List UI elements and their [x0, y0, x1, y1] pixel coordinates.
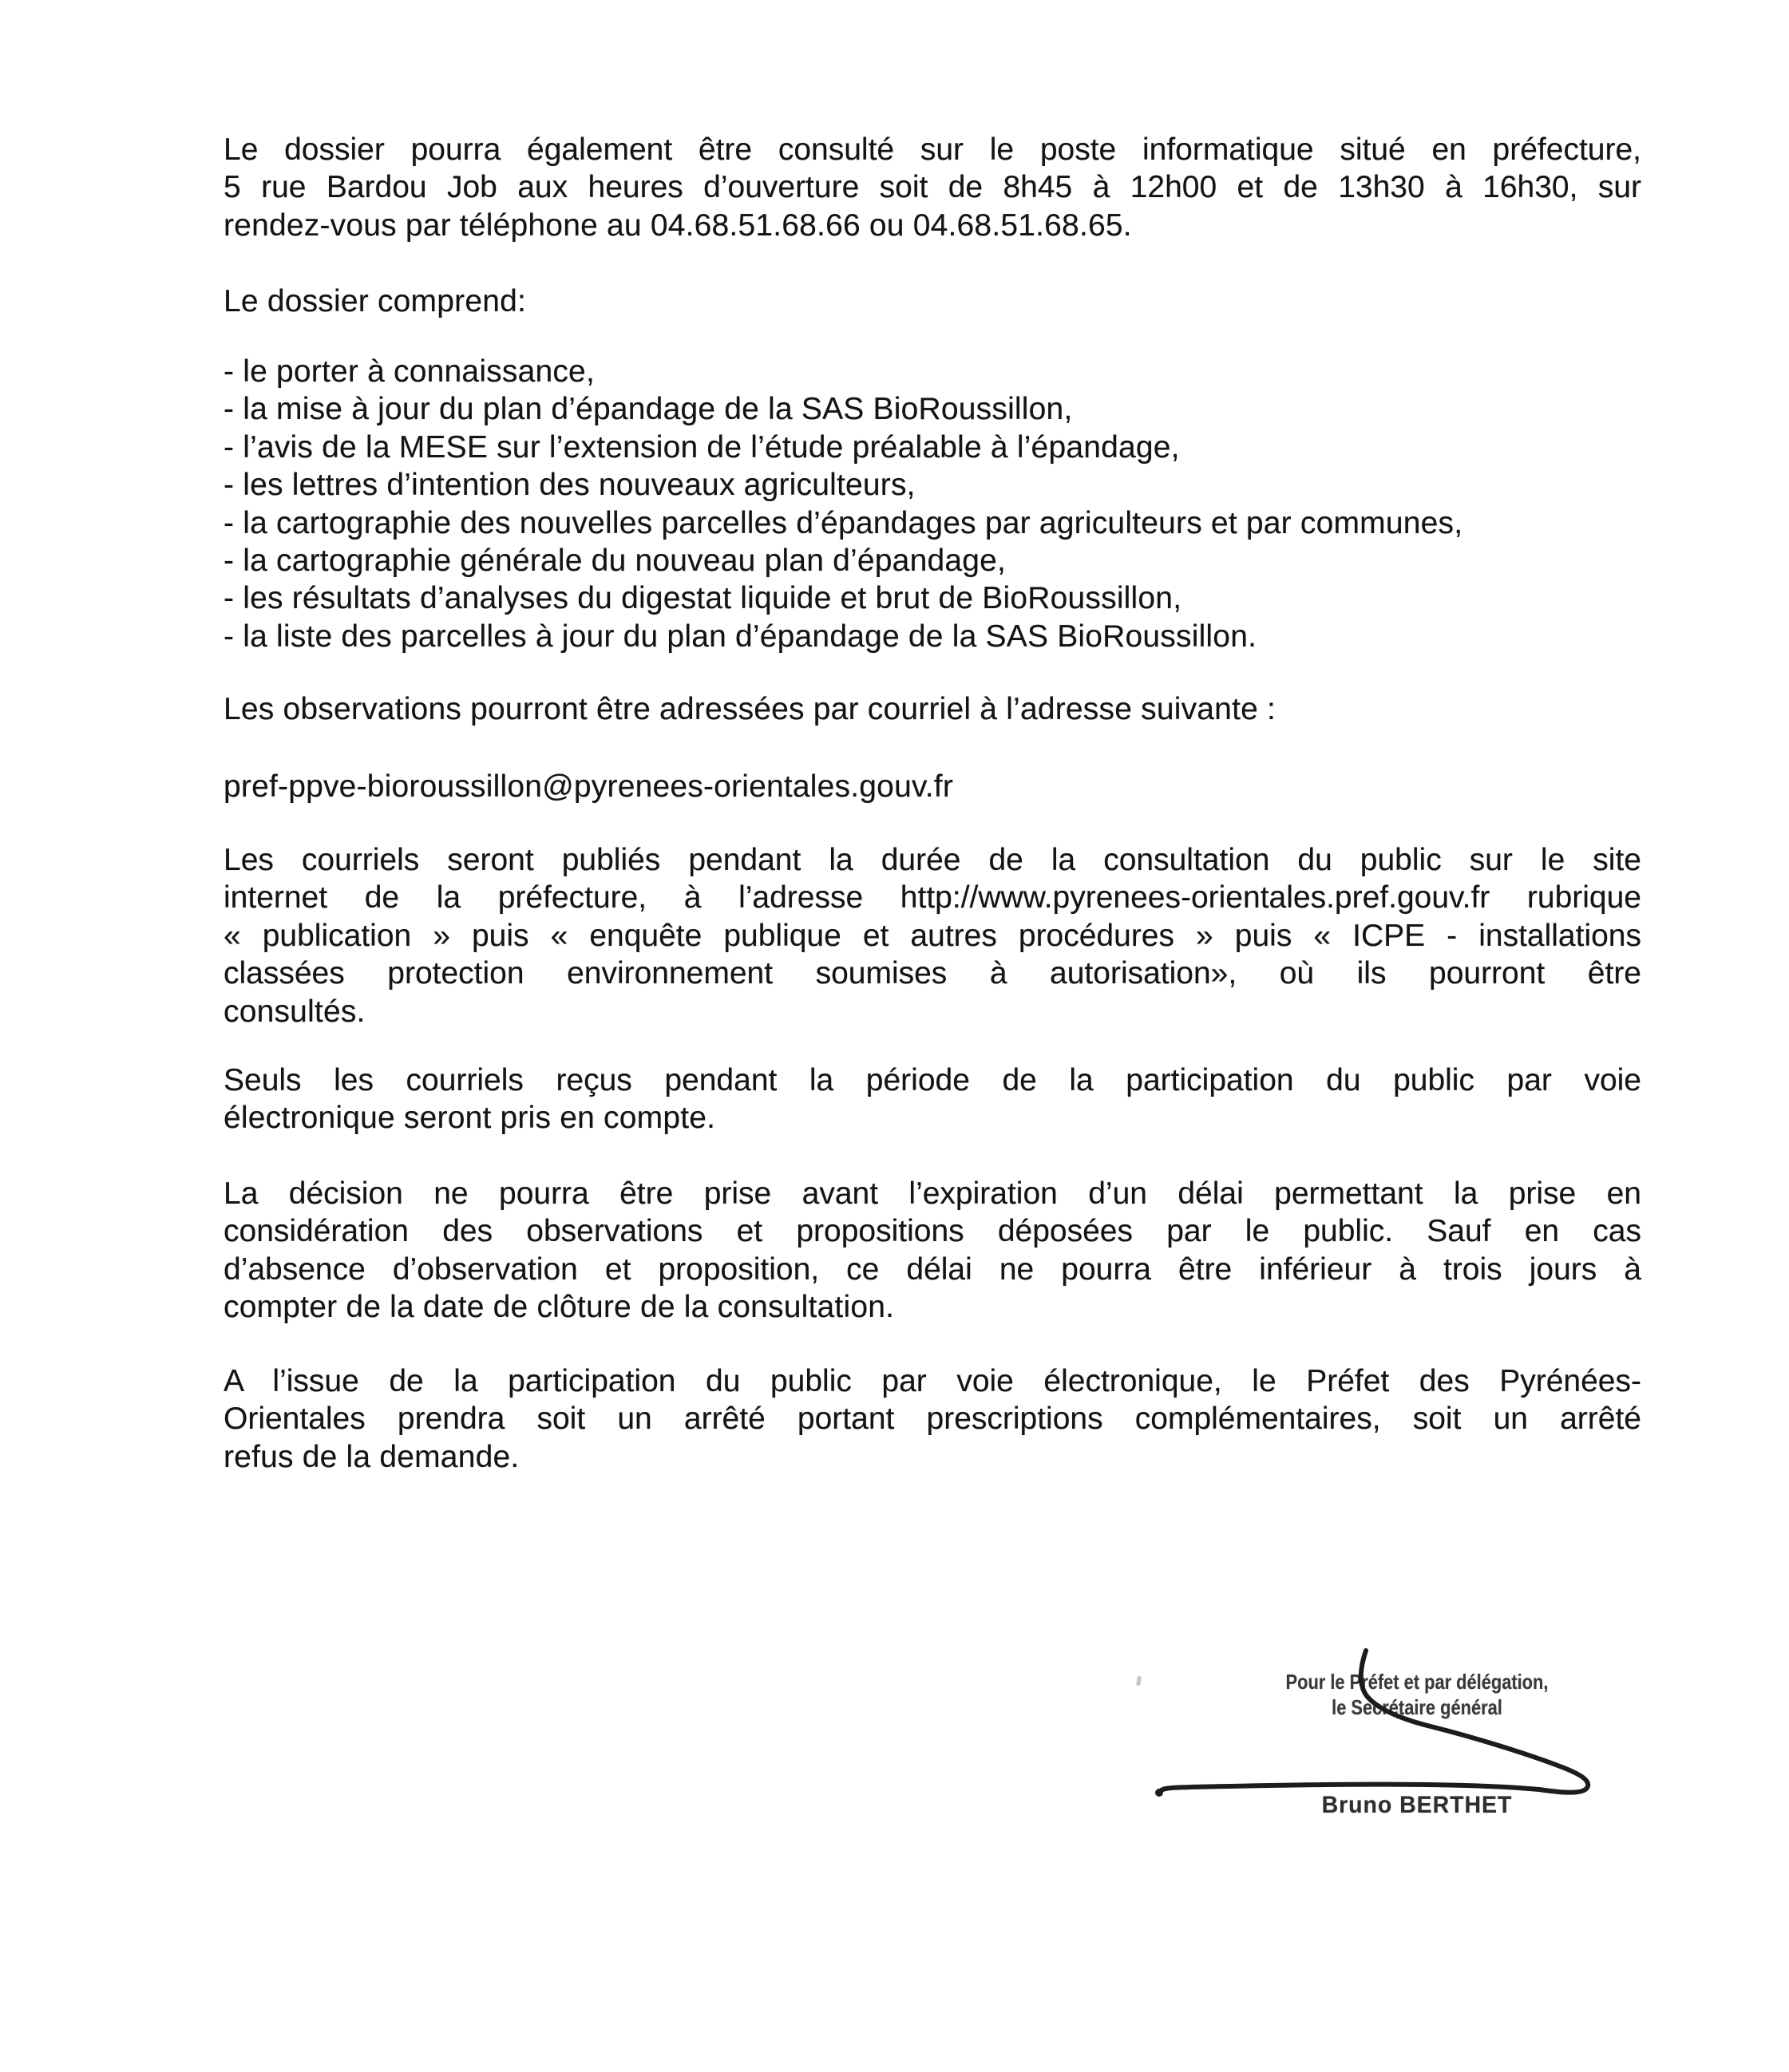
text-line: Les courriels seront publiés pendant la durée de la consultation du public sur le site [224, 843, 1641, 877]
paragraph-issue-participation [224, 1362, 1641, 1476]
text-line: internet de la préfecture, à l’adresse http://www.pyrenees-orientales.pref.gouv.fr rubrique [224, 880, 1641, 915]
signature-stroke [1118, 1628, 1613, 1812]
text-line: - l’avis de la MESE sur l’extension de l’étude préalable à l’épandage, [224, 429, 1180, 465]
text-line: classées protection environnement soumises à autorisation», où ils pourront être [224, 956, 1641, 991]
paragraph-decision-delai [224, 1175, 1641, 1327]
text-line: refus de la demande. [224, 1439, 520, 1474]
text-line: Le dossier pourra également être consulté sur le poste informatique situé en préfecture, [224, 132, 1641, 167]
line-dossier-comprend: Le dossier comprend: [224, 284, 527, 318]
stamp-delegation-line1: Pour le Préfet et par délégation, [1285, 1670, 1549, 1694]
text-line: considération des observations et propositions déposées par le public. Sauf en cas [224, 1214, 1641, 1249]
text-line: - les lettres d’intention des nouveaux agriculteurs, [224, 468, 916, 503]
text-line: rendez-vous par téléphone au 04.68.51.68.66 ou 04.68.51.68.65. [224, 208, 1132, 243]
text-line: - les résultats d’analyses du digestat liquide et brut de BioRoussillon, [224, 581, 1182, 616]
text-line: Seuls les courriels reçus pendant la période de la participation du public par voie [224, 1063, 1641, 1097]
list-dossier-contents [224, 353, 1641, 655]
text-line: « publication » puis « enquête publique et autres procédures » puis « ICPE - installations [224, 918, 1641, 953]
signature-stroke-path [1159, 1651, 1588, 1793]
paragraph-courriels-publies [224, 841, 1641, 1030]
paragraph-seuls-courriels [224, 1062, 1641, 1137]
text-line: compter de la date de clôture de la consultation. [224, 1290, 895, 1325]
text-line: - la mise à jour du plan d’épandage de la SAS BioRoussillon, [224, 392, 1073, 427]
text-line: électronique seront pris en compte. [224, 1101, 716, 1136]
text-line: Orientales prendra soit un arrêté portant prescriptions complémentaires, soit un arrêté [224, 1402, 1641, 1437]
text-line: - la cartographie des nouvelles parcelles d’épandages par agriculteurs et par communes, [224, 505, 1463, 540]
signature-stroke-end-dot [1155, 1789, 1163, 1797]
text-line: - la cartographie générale du nouveau plan d’épandage, [224, 544, 1007, 579]
stamp-delegation-line2: le Secrétaire général [1332, 1695, 1502, 1719]
text-line: consultés. [224, 994, 366, 1029]
text-line: 5 rue Bardou Job aux heures d’ouverture soit de 8h45 à 12h00 et de 13h30 à 16h30, sur [224, 170, 1641, 205]
text-line: A l’issue de la participation du public par voie électronique, le Préfet des Pyrénées- [224, 1364, 1641, 1398]
text-line: - le porter à connaissance, [224, 354, 595, 389]
line-observations: Les observations pourront être adressées par courriel à l’adresse suivante : [224, 692, 1276, 726]
text-line: La décision ne pourra être prise avant l’expiration d’un délai permettant la prise en [224, 1176, 1641, 1211]
email-address: pref-ppve-bioroussillon@pyrenees-orientales.gouv.fr [224, 769, 954, 804]
signatory-name: Bruno BERTHET [1321, 1792, 1513, 1818]
text-line: d’absence d’observation et proposition, ce délai ne pourra être inférieur à trois jours à [224, 1252, 1641, 1287]
text-line: - la liste des parcelles à jour du plan d’épandage de la SAS BioRoussillon. [224, 619, 1257, 654]
paragraph-consultation [224, 131, 1641, 244]
